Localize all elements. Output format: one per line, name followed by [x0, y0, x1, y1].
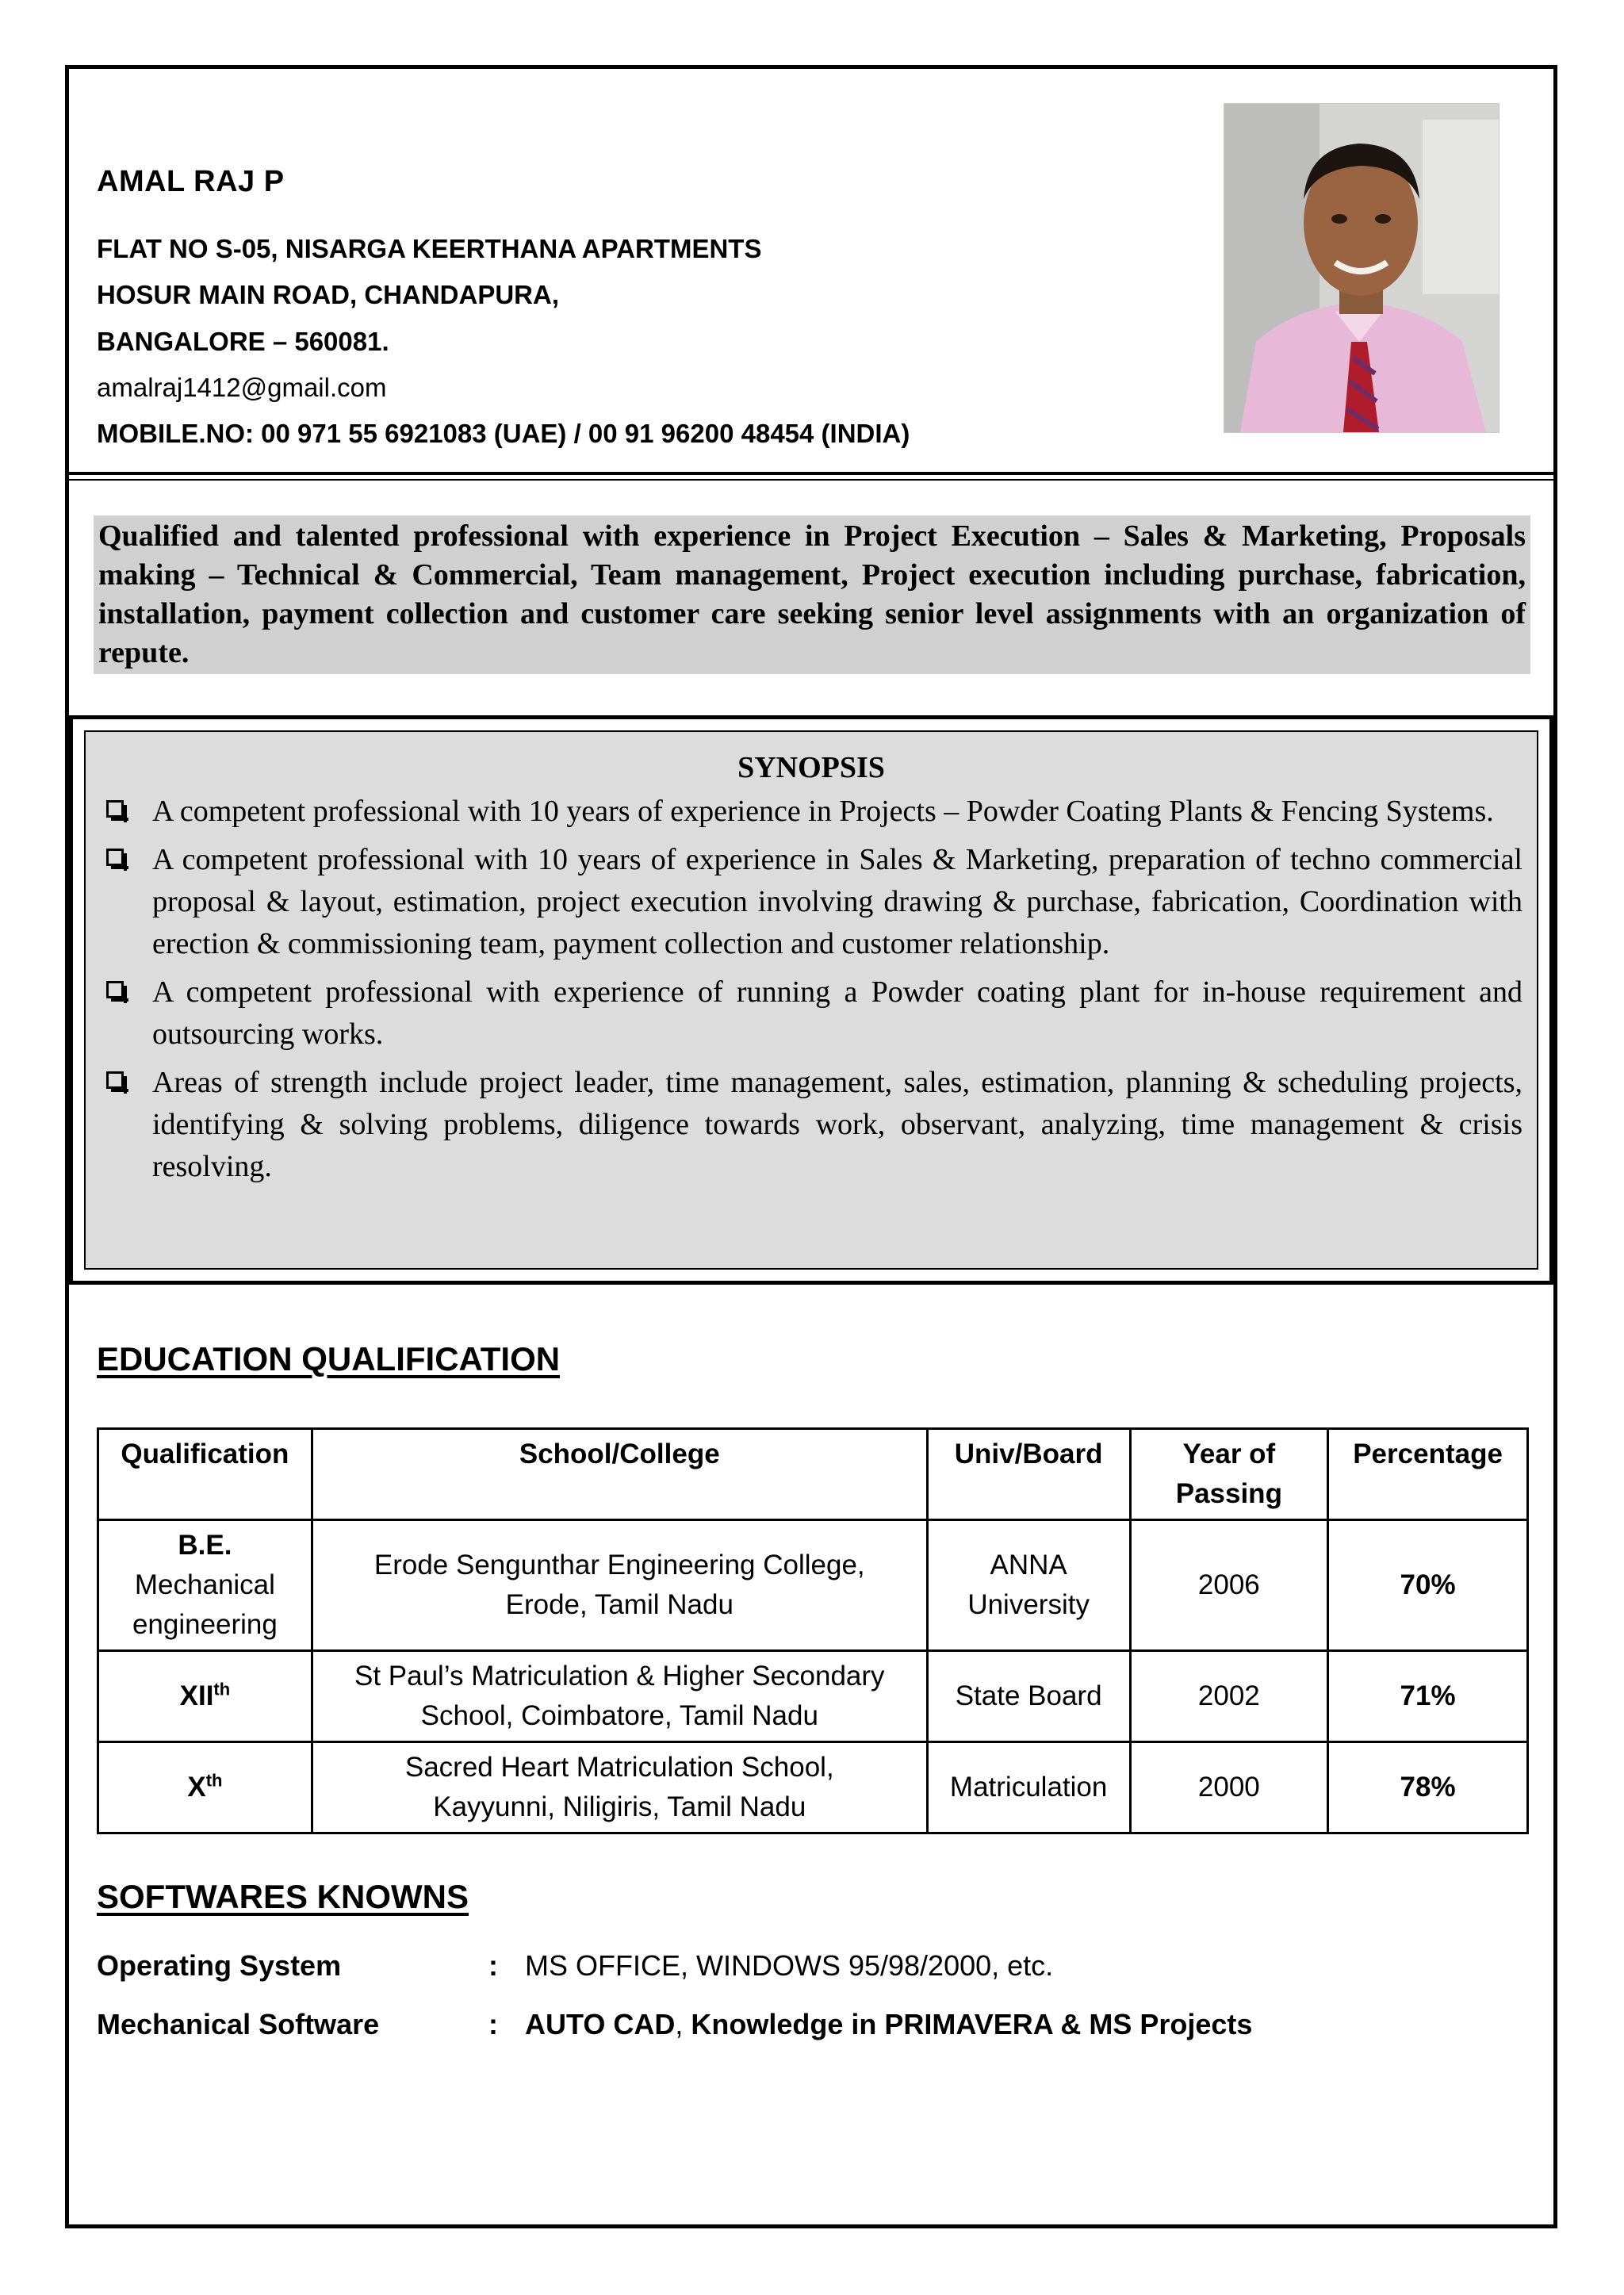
table-row	[98, 1651, 1528, 1742]
synopsis-box	[69, 715, 1553, 1285]
candidate-name: AMAL RAJ P	[97, 165, 285, 198]
school-line-1: Erode Sengunthar Engineering College,	[373, 1550, 865, 1580]
mech-software-colon: :	[488, 2008, 498, 2040]
qualification-branch-2: engineering	[132, 1609, 278, 1640]
os-colon: :	[488, 1949, 498, 1982]
synopsis-item	[103, 791, 1522, 833]
professional-summary: Qualified and talented professional with experience in Project Execution – Sales & Marketing, Proposals making – Technical & Commercial, Team management, Project execution including purchase, fabrication, installation, payment collection and customer care seeking senior level assignments with an organization of repute.	[94, 515, 1530, 674]
synopsis-item	[103, 1062, 1522, 1188]
school-cell	[312, 1742, 927, 1833]
synopsis-item-text: A competent professional with experience of running a Powder coating plant for in-house requirement and outsourcing works.	[152, 975, 1522, 1051]
school-line-2: School, Coimbatore, Tamil Nadu	[420, 1700, 818, 1731]
board-line-2: University	[967, 1589, 1090, 1620]
board-line-1: ANNA	[990, 1550, 1067, 1580]
synopsis-inner	[84, 730, 1538, 1270]
qualification-cell	[98, 1742, 312, 1833]
synopsis-item-text: Areas of strength include project leader, time management, sales, estimation, planning & scheduling projects, identifying & solving problems, diligence towards work, observant, analyzing, time management & crisis resolving.	[152, 1066, 1522, 1183]
percentage-cell: 71%	[1328, 1651, 1528, 1742]
school-line-2: Kayyunni, Niligiris, Tamil Nadu	[433, 1791, 806, 1822]
checkbox-bullet-icon	[106, 981, 124, 998]
checkbox-bullet-icon	[106, 800, 124, 818]
table-row	[98, 1742, 1528, 1833]
education-heading: EDUCATION QUALIFICATION	[97, 1340, 561, 1377]
profile-photo	[1224, 103, 1500, 433]
board-cell	[927, 1520, 1130, 1651]
synopsis-item	[103, 839, 1522, 965]
school-cell	[312, 1520, 927, 1651]
checkbox-bullet-icon	[106, 1071, 124, 1089]
column-header-board: Univ/Board	[927, 1429, 1130, 1520]
column-header-percentage: Percentage	[1328, 1429, 1528, 1520]
qualification-degree: B.E.	[178, 1530, 232, 1561]
school-cell	[312, 1651, 927, 1742]
os-label: Operating System	[97, 1949, 342, 1982]
percentage-cell: 70%	[1328, 1520, 1528, 1651]
qualification-cell	[98, 1651, 312, 1742]
qualification-level: X	[187, 1772, 206, 1803]
qualification-cell	[98, 1520, 312, 1651]
school-line-1: St Paul’s Matriculation & Higher Secondary	[354, 1661, 885, 1692]
qualification-branch: Mechanical	[134, 1569, 275, 1600]
table-row	[98, 1520, 1528, 1651]
board-cell: State Board	[927, 1651, 1130, 1742]
synopsis-list	[86, 791, 1537, 1188]
checkbox-bullet-icon	[106, 849, 124, 866]
qualification-superscript: th	[213, 1679, 231, 1699]
address-line-2: HOSUR MAIN ROAD, CHANDAPURA,	[97, 280, 559, 309]
board-cell: Matriculation	[927, 1742, 1130, 1833]
qualification-superscript: th	[205, 1770, 223, 1791]
address-line-1: FLAT NO S-05, NISARGA KEERTHANA APARTMENTS	[97, 234, 762, 263]
mech-software-value	[525, 2008, 1252, 2041]
column-header-qualification: Qualification	[98, 1429, 312, 1520]
os-value: MS OFFICE, WINDOWS 95/98/2000, etc.	[525, 1949, 1054, 1982]
mech-software-separator: ,	[675, 2008, 691, 2040]
synopsis-item-text: A competent professional with 10 years of experience in Sales & Marketing, preparation of techno commercial proposal & layout, estimation, project execution involving drawing & purchase, fabrication, Coordination with erection & commissioning team, payment collection and customer relationship.	[152, 843, 1522, 960]
school-line-1: Sacred Heart Matriculation School,	[404, 1752, 834, 1783]
year-cell: 2000	[1130, 1742, 1328, 1833]
synopsis-item-text: A competent professional with 10 years of experience in Projects – Powder Coating Plants & Fencing Systems.	[152, 795, 1494, 828]
header-divider-top	[69, 472, 1553, 475]
address-line-3: BANGALORE – 560081.	[97, 327, 389, 356]
school-line-2: Erode, Tamil Nadu	[505, 1589, 733, 1620]
person-photo-icon	[1224, 104, 1499, 432]
mech-software-autocad: AUTO CAD	[525, 2008, 676, 2040]
qualification-level: XII	[179, 1680, 214, 1711]
mobile-number: MOBILE.NO: 00 971 55 6921083 (UAE) / 00 91 96200 48454 (INDIA)	[97, 419, 910, 448]
education-table	[97, 1427, 1529, 1834]
percentage-cell: 78%	[1328, 1742, 1528, 1833]
column-header-year: Year of Passing	[1130, 1429, 1328, 1520]
software-heading: SOFTWARES KNOWNS	[97, 1878, 469, 1915]
column-header-school: School/College	[312, 1429, 927, 1520]
table-header-row	[98, 1429, 1528, 1520]
header-divider-bottom	[69, 479, 1553, 481]
email-address: amalraj1412@gmail.com	[97, 373, 387, 402]
mech-software-label: Mechanical Software	[97, 2008, 380, 2040]
synopsis-item	[103, 971, 1522, 1056]
synopsis-title: SYNOPSIS	[737, 751, 885, 784]
year-cell: 2002	[1130, 1651, 1328, 1742]
year-cell: 2006	[1130, 1520, 1328, 1651]
mech-software-knowledge: Knowledge in PRIMAVERA & MS Projects	[691, 2008, 1253, 2040]
